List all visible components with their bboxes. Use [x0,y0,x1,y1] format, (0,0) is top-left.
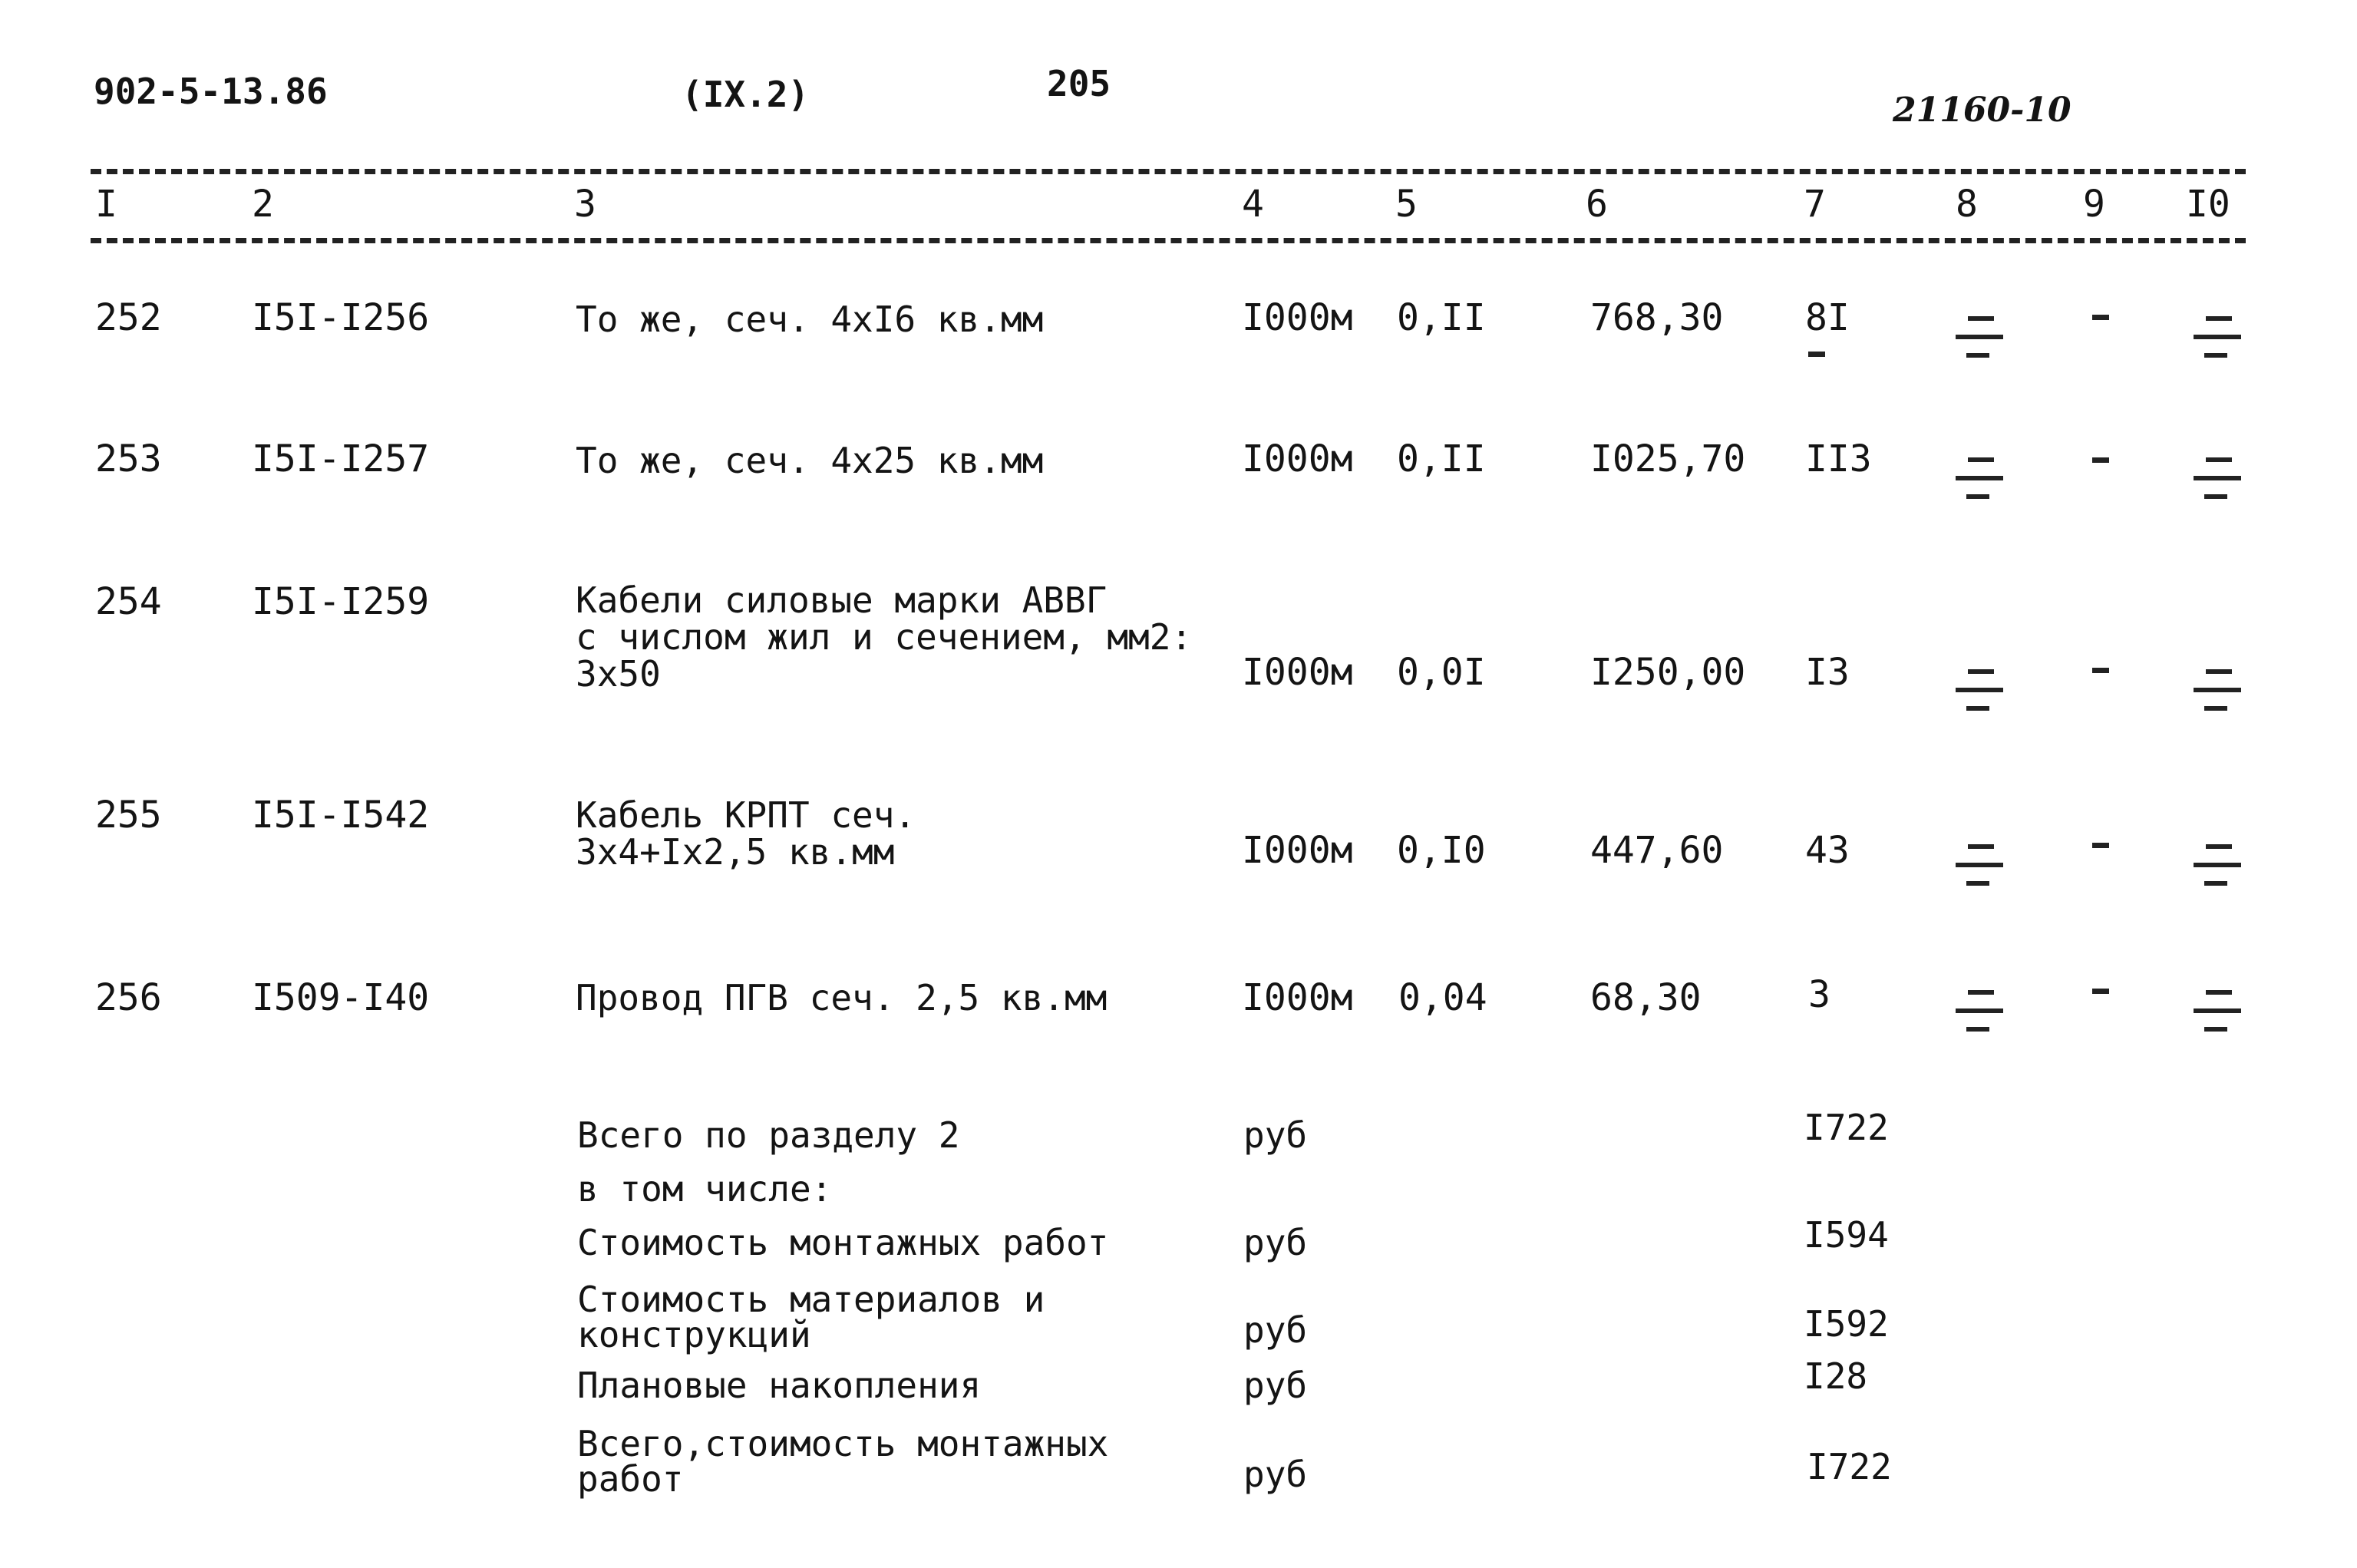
ditto-mark [2194,316,2241,359]
unit-price: 768,30 [1590,296,1724,339]
price-code: I5I-I257 [252,437,430,480]
row-number: 254 [95,580,162,623]
dash-mark [2092,989,2109,994]
unit-price: I250,00 [1590,651,1746,694]
ditto-mark [2194,669,2241,712]
total-cost: 3 [1808,973,1830,1016]
item-description: Кабели силовые марки АВВГ с числом жил и сечением, мм2: 3х50 [576,579,1193,695]
total-label: Всего,стоимость монтажных работ [577,1423,1109,1500]
price-code: I509-I40 [252,976,430,1019]
col-header-9: 9 [2083,183,2105,226]
total-cost: II3 [1805,437,1872,480]
col-header-1: I [95,183,117,226]
total-cost: 43 [1805,829,1850,872]
total-unit: руб [1243,1309,1308,1351]
unit: I000м [1242,296,1353,339]
total-value: I28 [1804,1355,1868,1397]
col-header-5: 5 [1395,183,1418,226]
unit: I000м [1242,829,1353,872]
col-header-4: 4 [1242,183,1264,226]
item-description: Кабель КРПТ сеч. 3х4+Iх2,5 кв.мм [576,794,916,873]
col-header-6: 6 [1586,183,1608,226]
total-value: I592 [1804,1303,1889,1345]
dash-mark [2092,668,2109,673]
underline-mark [1808,352,1825,357]
ditto-mark [2194,990,2241,1033]
total-cost: I3 [1805,651,1850,694]
quantity: 0,I0 [1397,829,1486,872]
page-number: 205 [1047,63,1111,104]
quantity: 0,II [1397,296,1486,339]
quantity: 0,04 [1398,976,1487,1019]
quantity: 0,II [1397,437,1486,480]
ditto-mark [1956,457,2003,500]
ditto-mark [1956,669,2003,712]
ditto-mark [1956,990,2003,1033]
row-number: 255 [95,794,162,837]
price-code: I5I-I259 [252,580,430,623]
total-unit: руб [1243,1114,1308,1156]
total-label: Всего по разделу 2 [577,1114,960,1156]
total-value: I722 [1804,1107,1889,1148]
col-header-2: 2 [252,183,274,226]
ditto-mark [2194,844,2241,887]
unit: I000м [1242,437,1353,480]
total-label: Стоимость монтажных работ [577,1222,1109,1263]
unit-price: 68,30 [1590,976,1702,1019]
total-cost: 8I [1805,296,1850,339]
item-description: Провод ПГВ сеч. 2,5 кв.мм [576,977,1108,1018]
quantity: 0,0I [1397,651,1486,694]
row-number: 252 [95,296,162,339]
col-header-10: I0 [2186,183,2230,226]
col-header-7: 7 [1804,183,1826,226]
row-number: 256 [95,976,162,1019]
dash-mark [2092,315,2109,320]
document-code: 902-5-13.86 [94,71,328,112]
item-description: То же, сеч. 4х25 кв.мм [576,440,1044,481]
header-rule-bottom [91,238,2246,243]
total-value: I594 [1804,1214,1889,1256]
unit-price: 447,60 [1590,829,1724,872]
item-description: То же, сеч. 4хI6 кв.мм [576,299,1044,340]
col-header-3: 3 [574,183,596,226]
dash-mark [2092,457,2109,463]
header-rule-top [91,169,2246,174]
ditto-mark [1956,844,2003,887]
total-label: Стоимость материалов и конструкций [577,1279,1045,1355]
inventory-number: 21160-10 [1893,91,2071,130]
col-header-8: 8 [1956,183,1978,226]
section-code: (IX.2) [682,74,810,115]
unit-price: I025,70 [1590,437,1746,480]
unit: I000м [1242,976,1353,1019]
total-unit: руб [1243,1222,1308,1263]
unit: I000м [1242,651,1353,694]
total-unit: руб [1243,1365,1308,1406]
price-code: I5I-I256 [252,296,430,339]
dash-mark [2092,843,2109,848]
total-value: I722 [1807,1446,1892,1487]
price-code: I5I-I542 [252,794,430,837]
ditto-mark [1956,316,2003,359]
ditto-mark [2194,457,2241,500]
row-number: 253 [95,437,162,480]
total-label: Плановые накопления [577,1365,982,1406]
total-unit: руб [1243,1454,1308,1495]
subtotal-caption: в том числе: [577,1168,833,1210]
